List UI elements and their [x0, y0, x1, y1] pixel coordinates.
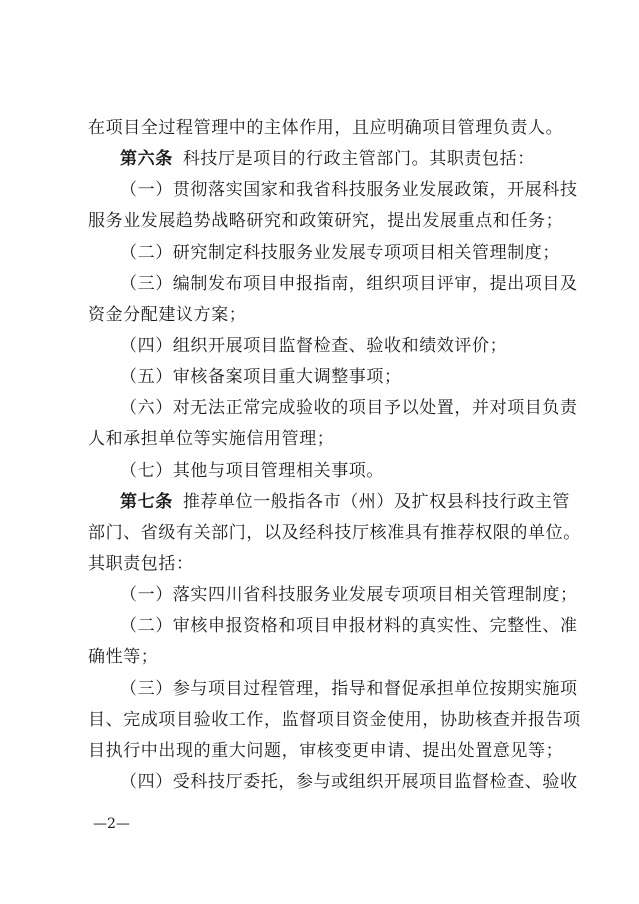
body-line: 目执行中出现的重大问题，审核变更申请、提出处置意见等； [88, 741, 564, 761]
body-line: （二）研究制定科技服务业发展专项项目相关管理制度； [120, 243, 560, 263]
body-line: （四）组织开展项目监督检查、验收和绩效评价； [120, 336, 508, 356]
body-line: （一）落实四川省科技服务业发展专项项目相关管理制度； [120, 585, 578, 605]
body-line: 其职责包括： [88, 554, 194, 574]
body-line: （三）参与项目过程管理，指导和督促承担单位按期实施项 [120, 679, 578, 699]
article-line: 第七条 推荐单位一般指各市（州）及扩权县科技行政主管 [120, 492, 571, 512]
body-line: 服务业发展趋势战略研究和政策研究，提出发展重点和任务； [88, 211, 564, 231]
body-line: （一）贯彻落实国家和我省科技服务业发展政策，开展科技 [120, 180, 578, 200]
article-label: 第六条 [120, 149, 173, 169]
page-number: —2— [93, 816, 130, 832]
article-label: 第七条 [120, 492, 173, 512]
body-line: （二）审核申报资格和项目申报材料的真实性、完整性、准 [120, 616, 578, 636]
body-line: （三）编制发布项目申报指南，组织项目评审，提出项目及 [120, 274, 578, 294]
body-line: （七）其他与项目管理相关事项。 [120, 461, 384, 481]
body-line: （五）审核备案项目重大调整事项； [120, 367, 402, 387]
body-line: 资金分配建议方案； [88, 305, 247, 325]
body-line: 目、完成项目验收工作，监督项目资金使用，协助核查并报告项 [88, 710, 581, 730]
body-line: （四）受科技厅委托，参与或组织开展项目监督检查、验收 [120, 772, 578, 792]
body-line: 人和承担单位等实施信用管理； [88, 429, 335, 449]
body-line: 部门、省级有关部门，以及经科技厅核准具有推荐权限的单位。 [88, 523, 581, 543]
article-line: 第六条 科技厅是项目的行政主管部门。其职责包括： [120, 149, 535, 169]
body-line: 确性等； [88, 647, 159, 667]
body-line: （六）对无法正常完成验收的项目予以处置，并对项目负责 [120, 398, 578, 418]
body-line: 在项目全过程管理中的主体作用，且应明确项目管理负责人。 [88, 118, 564, 138]
